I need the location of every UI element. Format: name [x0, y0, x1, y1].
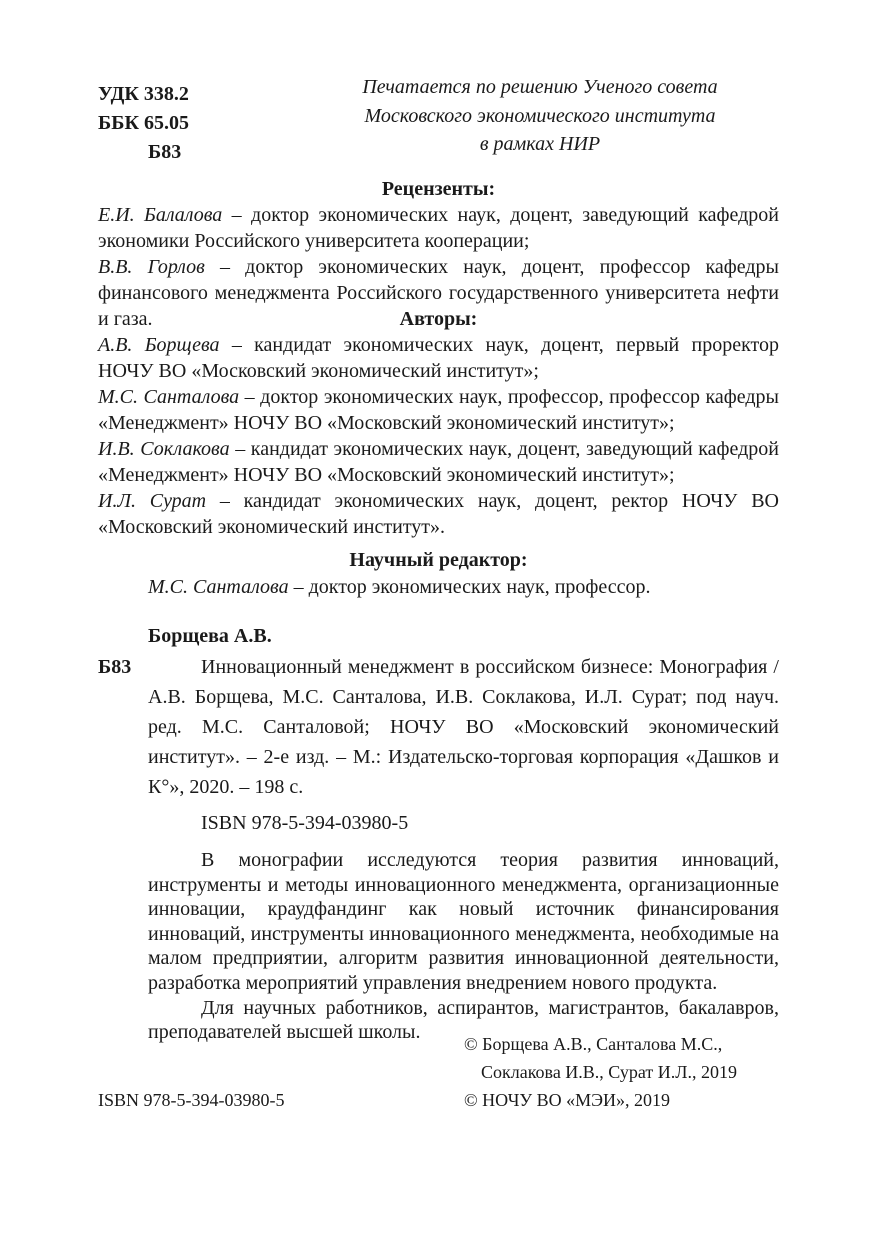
catalog-main-author: Борщева А.В. — [148, 625, 272, 647]
copyright-line: © Борщева А.В., Санталова М.С., — [464, 1034, 723, 1054]
editor-section — [98, 547, 779, 573]
abstract-paragraph: В монографии исследуются теория развития инноваций, инструменты и методы инновационного менеджмента, организационные инновации, краудфандинг как новый источник финансирования инноваций, инструменты инновационного менеджмента, необходимые на малом предприятии, алгоритм развития инновационной деятельности, разработка мероприятий управления внедрением нового продукта. — [148, 849, 779, 994]
decision-line: Печатается по решению Ученого совета — [362, 76, 718, 98]
author-name: И.Л. Сурат — [98, 490, 207, 512]
footer-isbn: ISBN 978-5-394-03980-5 — [98, 1090, 285, 1110]
editor-name: М.С. Санталова — [148, 576, 289, 598]
reviewer-name: Е.И. Балалова — [98, 204, 223, 226]
reviewer-description: – доктор экономических наук, доцент, профессор кафедры финансового менеджмента Российского государственного университета нефти и газа. — [98, 256, 779, 330]
udk-code: УДК 338.2 — [98, 83, 189, 105]
editor-title: Научный редактор: — [349, 549, 528, 571]
catalog-code: Б83 — [98, 656, 132, 678]
decision-line: в рамках НИР — [479, 133, 601, 155]
author-description: – кандидат экономических наук, доцент, ректор НОЧУ ВО «Московский экономический институт». — [98, 490, 779, 538]
abstract — [148, 848, 779, 1045]
reviewer-name: В.В. Горлов — [98, 256, 205, 278]
bbk-code: ББК 65.05 — [98, 112, 189, 134]
author-entry — [98, 384, 779, 436]
copyright-block — [464, 1030, 737, 1114]
classification-codes — [98, 80, 189, 167]
authors-title: Авторы: — [399, 308, 478, 330]
catalog-isbn: ISBN 978-5-394-03980-5 — [201, 812, 409, 834]
abstract-paragraph: Для научных работников, аспирантов, магистрантов, бакалавров, преподавателей высшей школы. — [148, 996, 779, 1044]
authors-section — [98, 306, 779, 540]
author-name: И.В. Соклакова — [98, 438, 230, 460]
publication-decision — [330, 73, 750, 159]
catalog-description: Инновационный менеджмент в российском бизнесе: Монография / А.В. Борщева, М.С. Санталова, И.В. Соклакова, И.Л. Сурат; под науч. ред. М.С. Санталовой; НОЧУ ВО «Московский экономический институт». – 2-е изд. – М.: Издательско-торговая корпорация «Дашков и К°», 2020. – 198 с. — [148, 656, 779, 798]
author-entry — [98, 436, 779, 488]
copyright-line: Соклакова И.В., Сурат И.Л., 2019 — [481, 1062, 737, 1082]
author-description: – кандидат экономических наук, доцент, первый проректор НОЧУ ВО «Московский экономический институт»; — [98, 334, 779, 382]
copyright-line: © НОЧУ ВО «МЭИ», 2019 — [464, 1090, 671, 1110]
author-entry — [98, 332, 779, 384]
editor-entry — [148, 574, 650, 600]
reviewers-title: Рецензенты: — [381, 178, 496, 200]
reviewer-description: – доктор экономических наук, доцент, заведующий кафедрой экономики Российского университета кооперации; — [98, 204, 779, 252]
editor-description: – доктор экономических наук, профессор. — [288, 576, 651, 598]
author-mark: Б83 — [148, 141, 182, 163]
author-description: – доктор экономических наук, профессор, профессор кафедры «Менеджмент» НОЧУ ВО «Московский экономический институт»; — [98, 386, 779, 434]
decision-line: Московского экономического института — [364, 104, 716, 127]
author-description: – кандидат экономических наук, доцент, заведующий кафедрой «Менеджмент» НОЧУ ВО «Московский экономический институт»; — [98, 438, 779, 486]
author-name: М.С. Санталова — [98, 386, 240, 408]
author-entry — [98, 488, 779, 540]
reviewer-entry — [98, 202, 779, 254]
author-name: А.В. Борщева — [98, 334, 220, 356]
